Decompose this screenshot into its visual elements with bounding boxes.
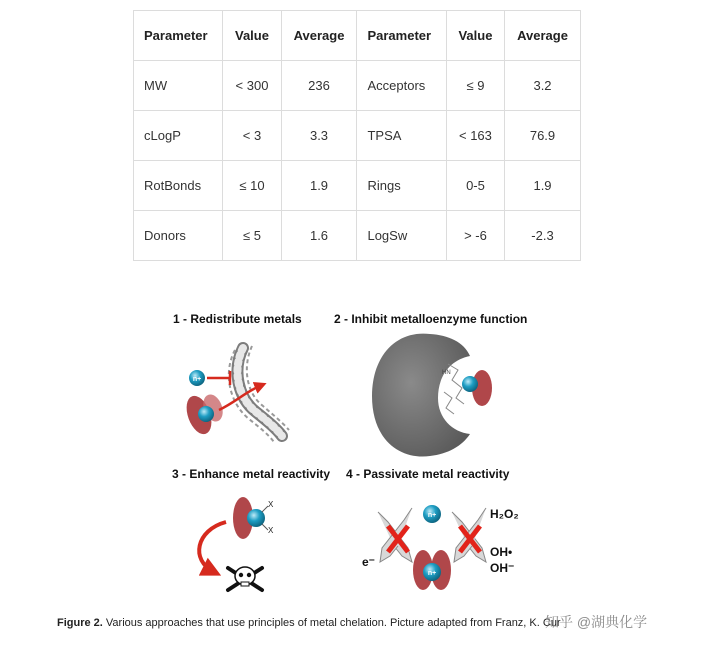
free-metal-ion-4 <box>423 505 441 523</box>
ligand-x-top: X <box>268 500 274 509</box>
table-cell: < 163 <box>446 111 504 161</box>
header-value-2: Value <box>446 11 504 61</box>
enzyme-active-site <box>442 364 492 414</box>
table-cell: 0-5 <box>446 161 504 211</box>
table-cell: > -6 <box>446 211 504 261</box>
watermark: 知乎 @湖典化学 <box>545 614 648 630</box>
table-cell: 1.6 <box>281 211 357 261</box>
table-cell: RotBonds <box>134 161 223 211</box>
table-cell: 1.9 <box>281 161 357 211</box>
oh-anion-label: OH⁻ <box>490 561 515 575</box>
header-parameter-1: Parameter <box>134 11 223 61</box>
table-cell: Rings <box>357 161 446 211</box>
table-cell: 3.3 <box>281 111 357 161</box>
header-average-1: Average <box>281 11 357 61</box>
table-cell: 76.9 <box>505 111 581 161</box>
free-metal-ion <box>189 370 205 386</box>
header-average-2: Average <box>505 11 581 61</box>
table-cell: 236 <box>281 61 357 111</box>
ion-label: n+ <box>427 512 437 519</box>
hn-label: HN <box>442 370 451 376</box>
caption-text: Various approaches that use principles of metal chelation. Picture adapted from Franz, K. Cur <box>102 617 561 629</box>
lipid-bilayer-illustration <box>229 346 289 442</box>
panel-2-title: 2 - Inhibit metalloenzyme function <box>334 312 528 326</box>
table-cell: Donors <box>134 211 223 261</box>
ligand-x-bottom: X <box>268 526 274 535</box>
chelator-complex-4 <box>413 550 451 590</box>
table-cell: ≤ 9 <box>446 61 504 111</box>
table-cell: ≤ 5 <box>223 211 281 261</box>
table-cell: LogSw <box>357 211 446 261</box>
electron-label: e⁻ <box>362 555 376 569</box>
table-cell: -2.3 <box>505 211 581 261</box>
panel-1-title: 1 - Redistribute metals <box>173 312 302 326</box>
skull-icon <box>228 567 262 590</box>
toxicity-arrow <box>199 522 226 572</box>
panel-4-title: 4 - Passivate metal reactivity <box>346 467 510 481</box>
table-cell: < 300 <box>223 61 281 111</box>
chelator-complex-3 <box>233 497 274 539</box>
h2o2-label: H₂O₂ <box>490 507 519 521</box>
table-cell: MW <box>134 61 223 111</box>
table-cell: 1.9 <box>505 161 581 211</box>
ion-label: n+ <box>427 570 437 577</box>
table-cell: 3.2 <box>505 61 581 111</box>
figure-caption <box>57 617 561 629</box>
table-cell: TPSA <box>357 111 446 161</box>
oh-radical-label: OH• <box>490 545 513 559</box>
blocked-arrow <box>207 371 230 385</box>
caption-label: Figure 2. <box>57 617 103 629</box>
table-cell: < 3 <box>223 111 281 161</box>
table-cell: cLogP <box>134 111 223 161</box>
header-parameter-2: Parameter <box>357 11 446 61</box>
ion-label: n+ <box>192 376 202 383</box>
table-cell: ≤ 10 <box>223 161 281 211</box>
chelator-complex-1 <box>182 392 226 438</box>
metalloenzyme-protein <box>372 334 470 457</box>
panel-3-title: 3 - Enhance metal reactivity <box>172 467 331 481</box>
header-value-1: Value <box>223 11 281 61</box>
table-cell: Acceptors <box>357 61 446 111</box>
